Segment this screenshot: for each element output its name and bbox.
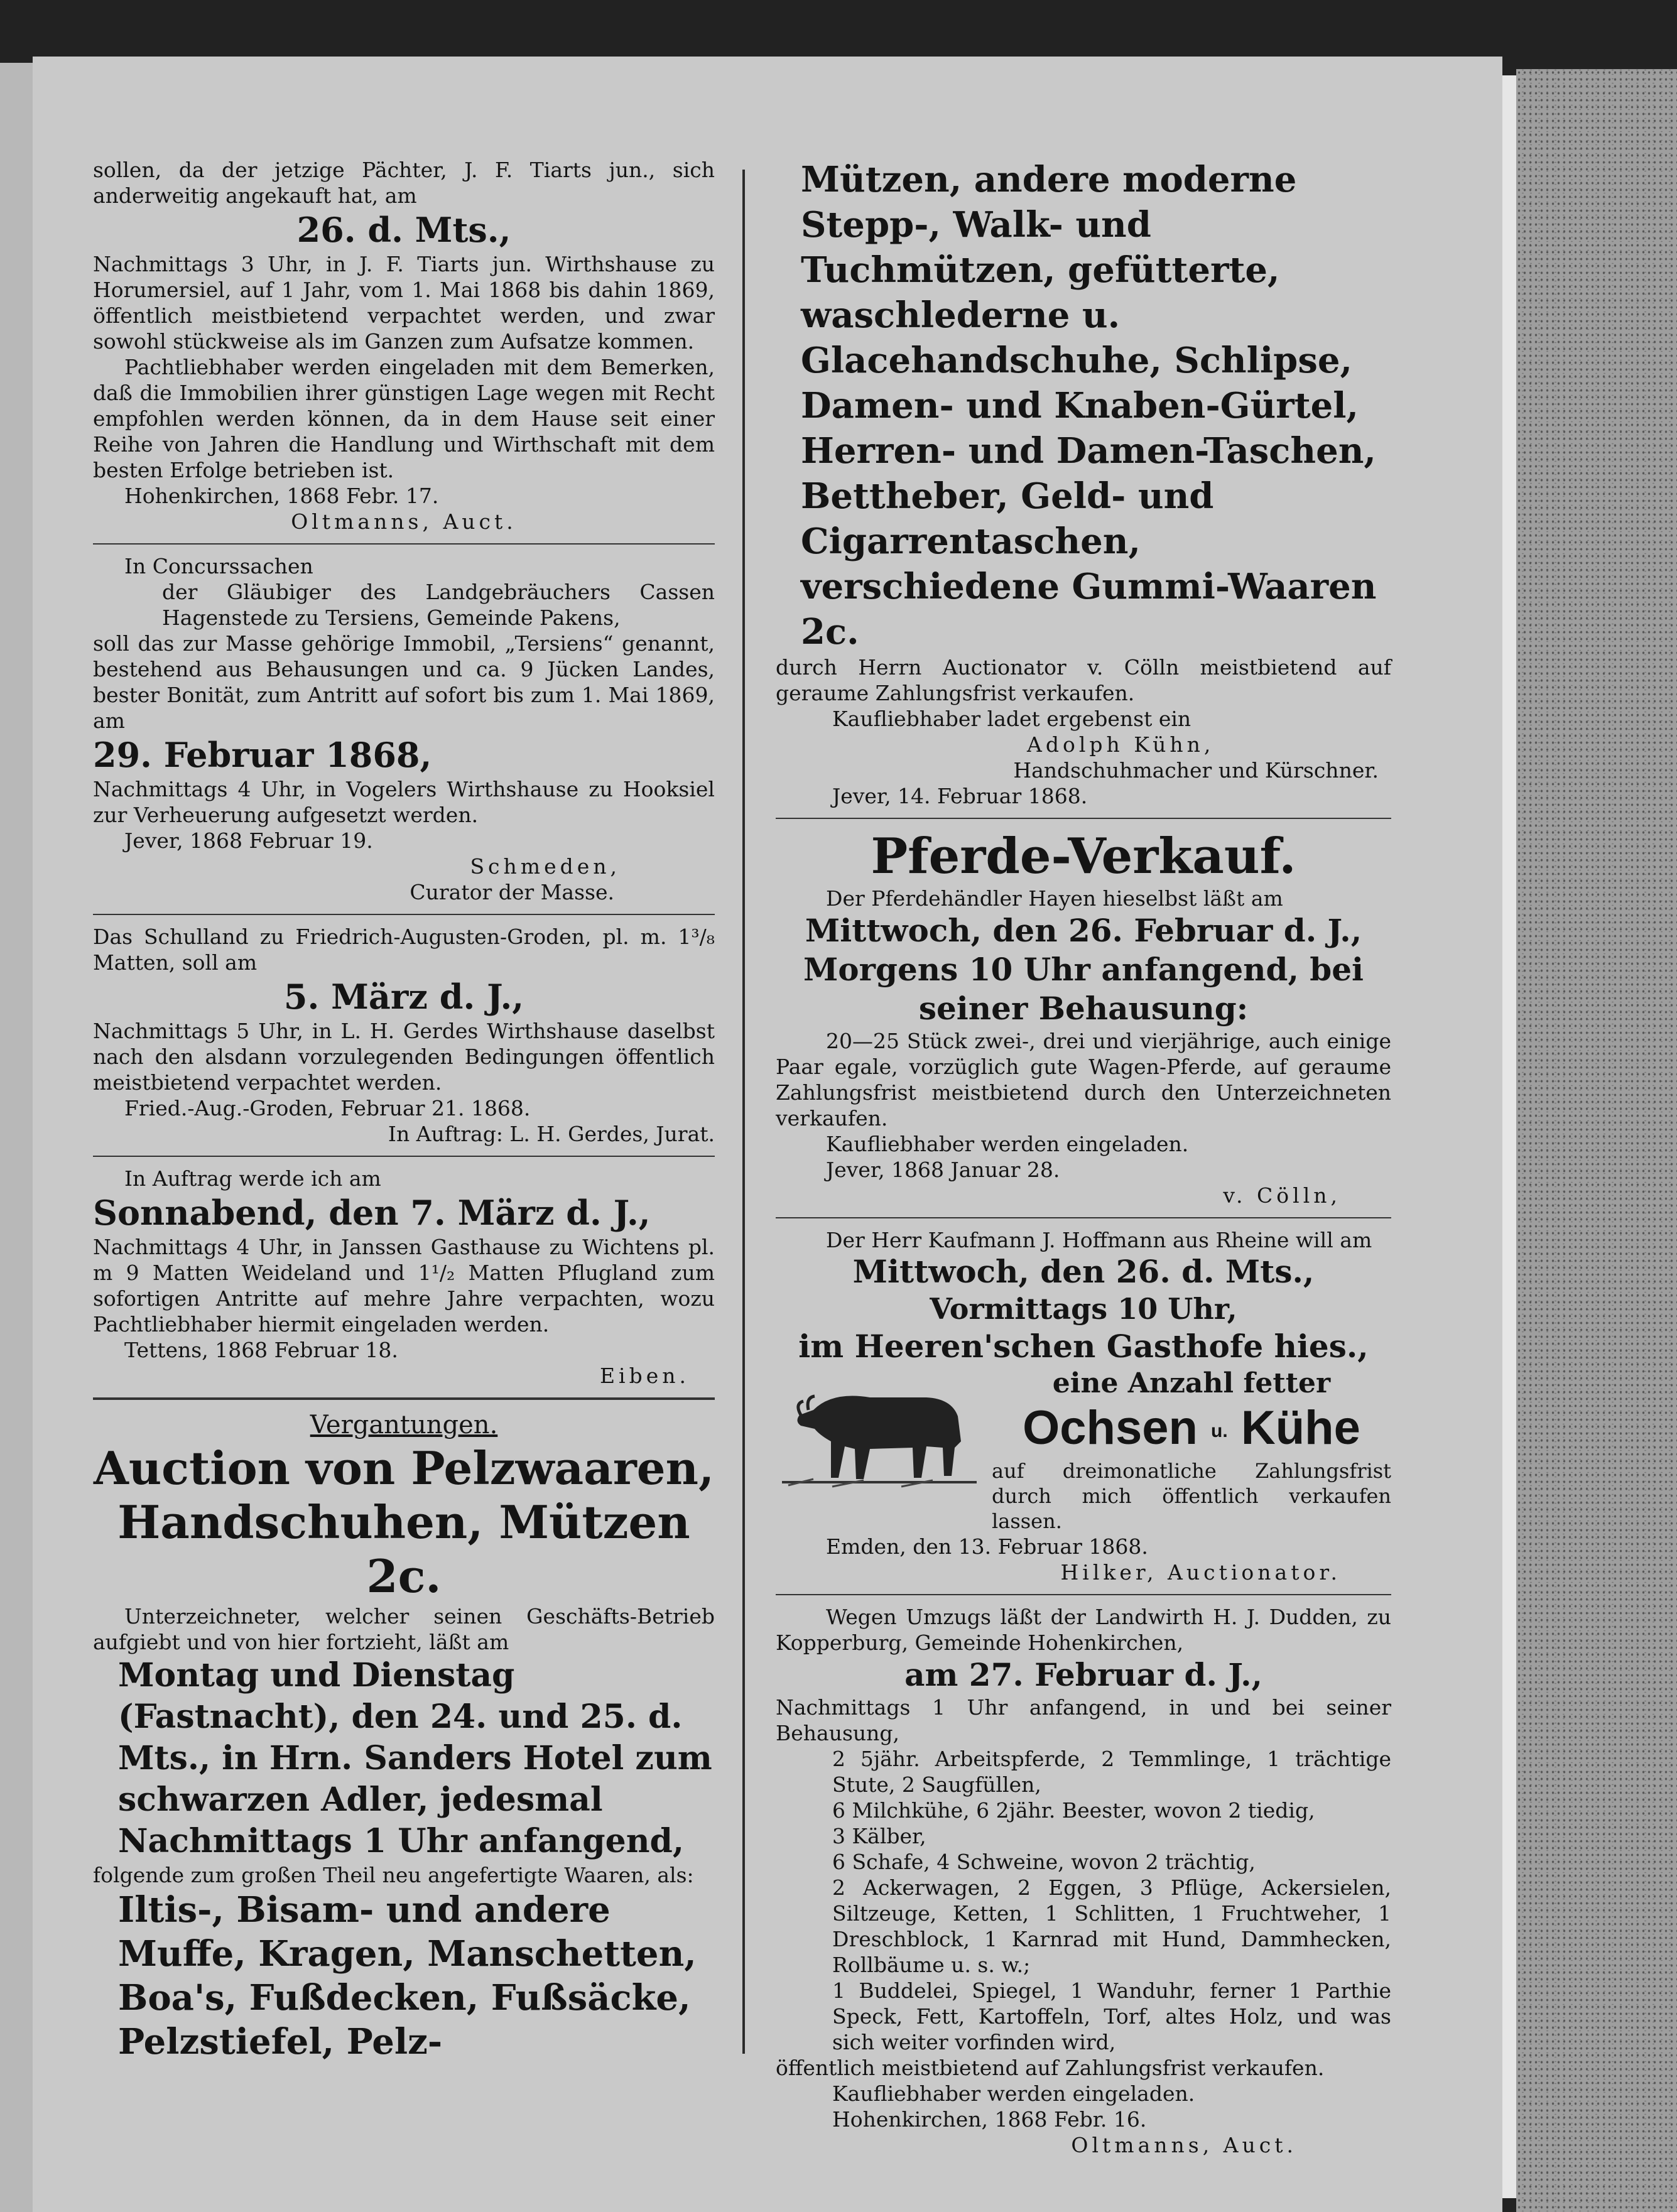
- notice-date-heading: 26. d. Mts.,: [296, 210, 511, 250]
- goods-list: Mützen, andere moderne Stepp-, Walk- und Tuchmützen, gefütterte, waschlederne u. Glacehandschuhe, Schlipse, Damen- und Knaben-Gürtel, Herren- und Damen-Taschen, Bettheber, Geld- und Cigarrentaschen, verschiedene Gummi-Waaren 2c.: [801, 159, 1377, 653]
- notice-text: Das Schulland zu Friedrich-Augusten-Groden, pl. m. 1³/₈ Matten, soll am: [93, 924, 715, 975]
- notice-place-date: Hohenkirchen, 1868 Febr. 17.: [124, 484, 439, 508]
- notice-text: Nachmittags 3 Uhr, in J. F. Tiarts jun. Wirthshause zu Horumersiel, auf 1 Jahr, vom 1. Mai 1868 bis dahin 1869, öffentlich meistbietend verpachtet werden, und zwar sowohl stückweise als im Ganzen zum Aufsatze kommen.: [93, 252, 715, 354]
- notice-signature: Hilker, Auctionator.: [1060, 1559, 1341, 1585]
- notice-dudden: [776, 1604, 1391, 2158]
- page-stack-edge: [1502, 75, 1516, 2198]
- notice-text: Wegen Umzugs läßt der Landwirth H. J. Dudden, zu Kopperburg, Gemeinde Hohenkirchen,: [776, 1604, 1391, 1655]
- divider: [776, 1217, 1391, 1218]
- notice-text: sollen, da der jetzige Pächter, J. F. Tiarts jun., sich anderweitig angekauft hat, am: [93, 158, 715, 208]
- notice-signature: Schmeden,: [470, 854, 621, 879]
- notice-text: soll das zur Masse gehörige Immobil, „Tersiens“ genannt, bestehend aus Behausungen und ca. 9 Jücken Landes, bester Bonität, zum Antritt auf sofort bis zum 1. Mai 1869, am: [93, 631, 715, 733]
- notice-text: Der Pferdehändler Hayen hieselbst läßt am: [826, 886, 1283, 911]
- ox-ad-row: [776, 1366, 1391, 1534]
- ox-ad-connector: u.: [1211, 1420, 1228, 1441]
- notice-signature: Handschuhmacher und Kürschner.: [1013, 758, 1379, 783]
- notice-date-heading: Montag und Dienstag (Fastnacht), den 24. und 25. d. Mts., in Hrn. Sanders Hotel zum schwarzen Adler, jedesmal Nachmittags 1 Uhr anfangend,: [118, 1656, 712, 1860]
- notice-signature: v. Cölln,: [1223, 1183, 1341, 1208]
- notice-text: Nachmittags 5 Uhr, in L. H. Gerdes Wirthshause daselbst nach den alsdann vorzulegenden Bedingungen öffentlich meistbietend verpachtet werden.: [93, 1019, 715, 1095]
- divider: [93, 543, 715, 545]
- ox-ad-text: [992, 1366, 1391, 1534]
- notice-text: Kaufliebhaber werden eingeladen.: [832, 2081, 1195, 2106]
- facing-page-edge: [0, 63, 33, 2212]
- notice-signature: Eiben.: [599, 1364, 690, 1388]
- list-item: 1 Buddelei, Spiegel, 1 Wanduhr, ferner 1 Parthie Speck, Fett, Kartoffeln, Torf, altes Holz, und was sich weiter vorfinden wird,: [832, 1978, 1391, 2054]
- notice-place-date: Jever, 14. Februar 1868.: [832, 784, 1088, 808]
- right-column: [776, 157, 1391, 2162]
- item-list: [776, 1746, 1391, 2055]
- book-cover-edge: [1516, 69, 1677, 2212]
- ox-ad-line: eine Anzahl fetter: [1052, 1367, 1331, 1399]
- notice-place-date: Tettens, 1868 Februar 18.: [124, 1338, 398, 1362]
- notice-ochsen: [776, 1227, 1391, 1585]
- notice-schulland: [93, 924, 715, 1147]
- notice-horumersiel: [93, 157, 715, 534]
- list-item: 6 Milchkühe, 6 2jähr. Beester, wovon 2 tiedig,: [832, 1797, 1315, 1823]
- list-item: 6 Schafe, 4 Schweine, wovon 2 trächtig,: [832, 1849, 1256, 1874]
- ox-ad-headline: [992, 1401, 1391, 1458]
- list-item: 3 Kälber,: [832, 1823, 926, 1848]
- divider: [776, 818, 1391, 819]
- notice-text: Der Herr Kaufmann J. Hoffmann aus Rheine will am: [826, 1228, 1372, 1252]
- notice-place-date: Fried.-Aug.-Groden, Februar 21. 1868.: [124, 1096, 531, 1120]
- notice-date-heading: Mittwoch, den 26. d. Mts.,: [852, 1253, 1315, 1290]
- divider: [93, 1397, 715, 1400]
- notice-date-heading: Mittwoch, den 26. Februar d. J., Morgens 10 Uhr anfangend, bei seiner Behausung:: [803, 912, 1364, 1027]
- divider: [93, 914, 715, 915]
- notice-text: Nachmittags 1 Uhr anfangend, in und bei seiner Behausung,: [776, 1694, 1391, 1745]
- goods-list: Iltis-, Bisam- und andere Muffe, Kragen, Manschetten, Boa's, Fußdecken, Fußsäcke, Pelzstiefel, Pelz-: [118, 1889, 697, 2063]
- ox-illustration: [776, 1366, 983, 1492]
- ox-ad-big-word: Kühe: [1240, 1401, 1360, 1455]
- notice-place-heading: im Heeren'schen Gasthofe hies.,: [798, 1328, 1369, 1365]
- notice-place-date: Emden, den 13. Februar 1868.: [826, 1534, 1148, 1559]
- notice-signature: Adolph Kühn,: [1027, 732, 1215, 757]
- notice-text: Nachmittags 4 Uhr, in Janssen Gasthause zu Wichtens pl. m 9 Matten Weideland und 1¹/₂ Matten Pflugland zum sofortigen Antritte auf mehre Jahre verpachten, wozu Pachtliebhaber hiermit eingeladen werden.: [93, 1235, 715, 1336]
- notice-signature: Oltmanns, Auct.: [291, 509, 517, 534]
- notice-pferde-verkauf: [776, 828, 1391, 1208]
- notice-signature: In Auftrag: L. H. Gerdes, Jurat.: [388, 1122, 715, 1146]
- notice-text: öffentlich meistbietend auf Zahlungsfrist verkaufen.: [776, 2055, 1325, 2080]
- ox-ad-big-word: Ochsen: [1023, 1401, 1198, 1455]
- left-column: [93, 157, 715, 2068]
- auction-title: Pferde-Verkauf.: [871, 828, 1296, 885]
- notice-text: Kaufliebhaber werden eingeladen.: [826, 1132, 1189, 1156]
- divider: [93, 1156, 715, 1157]
- notice-text: Nachmittags 4 Uhr, in Vogelers Wirthshause zu Hooksiel zur Verheuerung aufgesetzt werden.: [93, 777, 715, 827]
- notice-pelzwaaren: [93, 1441, 715, 2064]
- notice-text: Unterzeichneter, welcher seinen Geschäfts-Betrieb aufgiebt und von hier fortzieht, läßt am: [93, 1604, 715, 1654]
- notice-text: auf dreimonatliche Zahlungsfrist durch mich öffentlich verkaufen lassen.: [992, 1458, 1391, 1533]
- notice-text: der Gläubiger des Landgebräuchers Cassen Hagenstede zu Tersiens, Gemeinde Pakens,: [162, 580, 715, 630]
- notice-date-heading: am 27. Februar d. J.,: [904, 1656, 1262, 1693]
- notice-date-heading: 29. Februar 1868,: [93, 735, 432, 775]
- notice-text: Kaufliebhaber ladet ergebenst ein: [832, 707, 1191, 731]
- notice-text: folgende zum großen Theil neu angefertigte Waaren, als:: [93, 1863, 694, 1887]
- notice-signature: Oltmanns, Auct.: [1071, 2132, 1297, 2157]
- auction-title: Auction von Pelzwaaren, Handschuhen, Mützen 2c.: [93, 1441, 715, 1603]
- notice-time-heading: Vormittags 10 Uhr,: [930, 1292, 1237, 1326]
- column-divider: [742, 170, 745, 2054]
- notice-place-date: Jever, 1868 Februar 19.: [124, 828, 373, 853]
- notice-tettens: [93, 1166, 715, 1389]
- list-item: 2 Ackerwagen, 2 Eggen, 3 Pflüge, Ackersielen, Siltzeuge, Ketten, 1 Schlitten, 1 Fruchtweher, 1 Dreschblock, 1 Karnrad mit Hund, Dammhecken, Rollbäume u. s. w.;: [832, 1875, 1391, 1977]
- notice-text: Pachtliebhaber werden eingeladen mit dem Bemerken, daß die Immobilien ihrer günstigen Lage wegen mit Recht empfohlen werden können, da in dem Hause seit einer Reihe von Jahren die Handlung und Wirthschaft mit dem besten Erfolge betrieben ist.: [93, 355, 715, 482]
- notice-pelzwaaren-continued: [776, 157, 1391, 809]
- notice-date-heading: Sonnabend, den 7. März d. J.,: [93, 1193, 651, 1233]
- notice-text: durch Herrn Auctionator v. Cölln meistbietend auf geraume Zahlungsfrist verkaufen.: [776, 655, 1391, 705]
- list-item: 2 5jähr. Arbeitspferde, 2 Temmlinge, 1 trächtige Stute, 2 Saugfüllen,: [832, 1746, 1391, 1797]
- divider: [776, 1594, 1391, 1595]
- notice-place-date: Hohenkirchen, 1868 Febr. 16.: [832, 2106, 1147, 2132]
- notice-place-date: Jever, 1868 Januar 28.: [826, 1158, 1060, 1182]
- notice-text: In Auftrag werde ich am: [124, 1166, 381, 1191]
- notice-text: 20—25 Stück zwei-, drei und vierjährige, auch einige Paar egale, vorzüglich gute Wagen-Pferde, auf geraume Zahlungsfrist meistbietend durch den Unterzeichneten verkaufen.: [776, 1029, 1391, 1130]
- notice-text: In Concurssachen: [124, 554, 313, 578]
- section-heading: Vergantungen.: [310, 1411, 498, 1439]
- notice-concurs: [93, 553, 715, 905]
- notice-date-heading: 5. März d. J.,: [283, 977, 524, 1017]
- notice-signature: Curator der Masse.: [410, 880, 614, 904]
